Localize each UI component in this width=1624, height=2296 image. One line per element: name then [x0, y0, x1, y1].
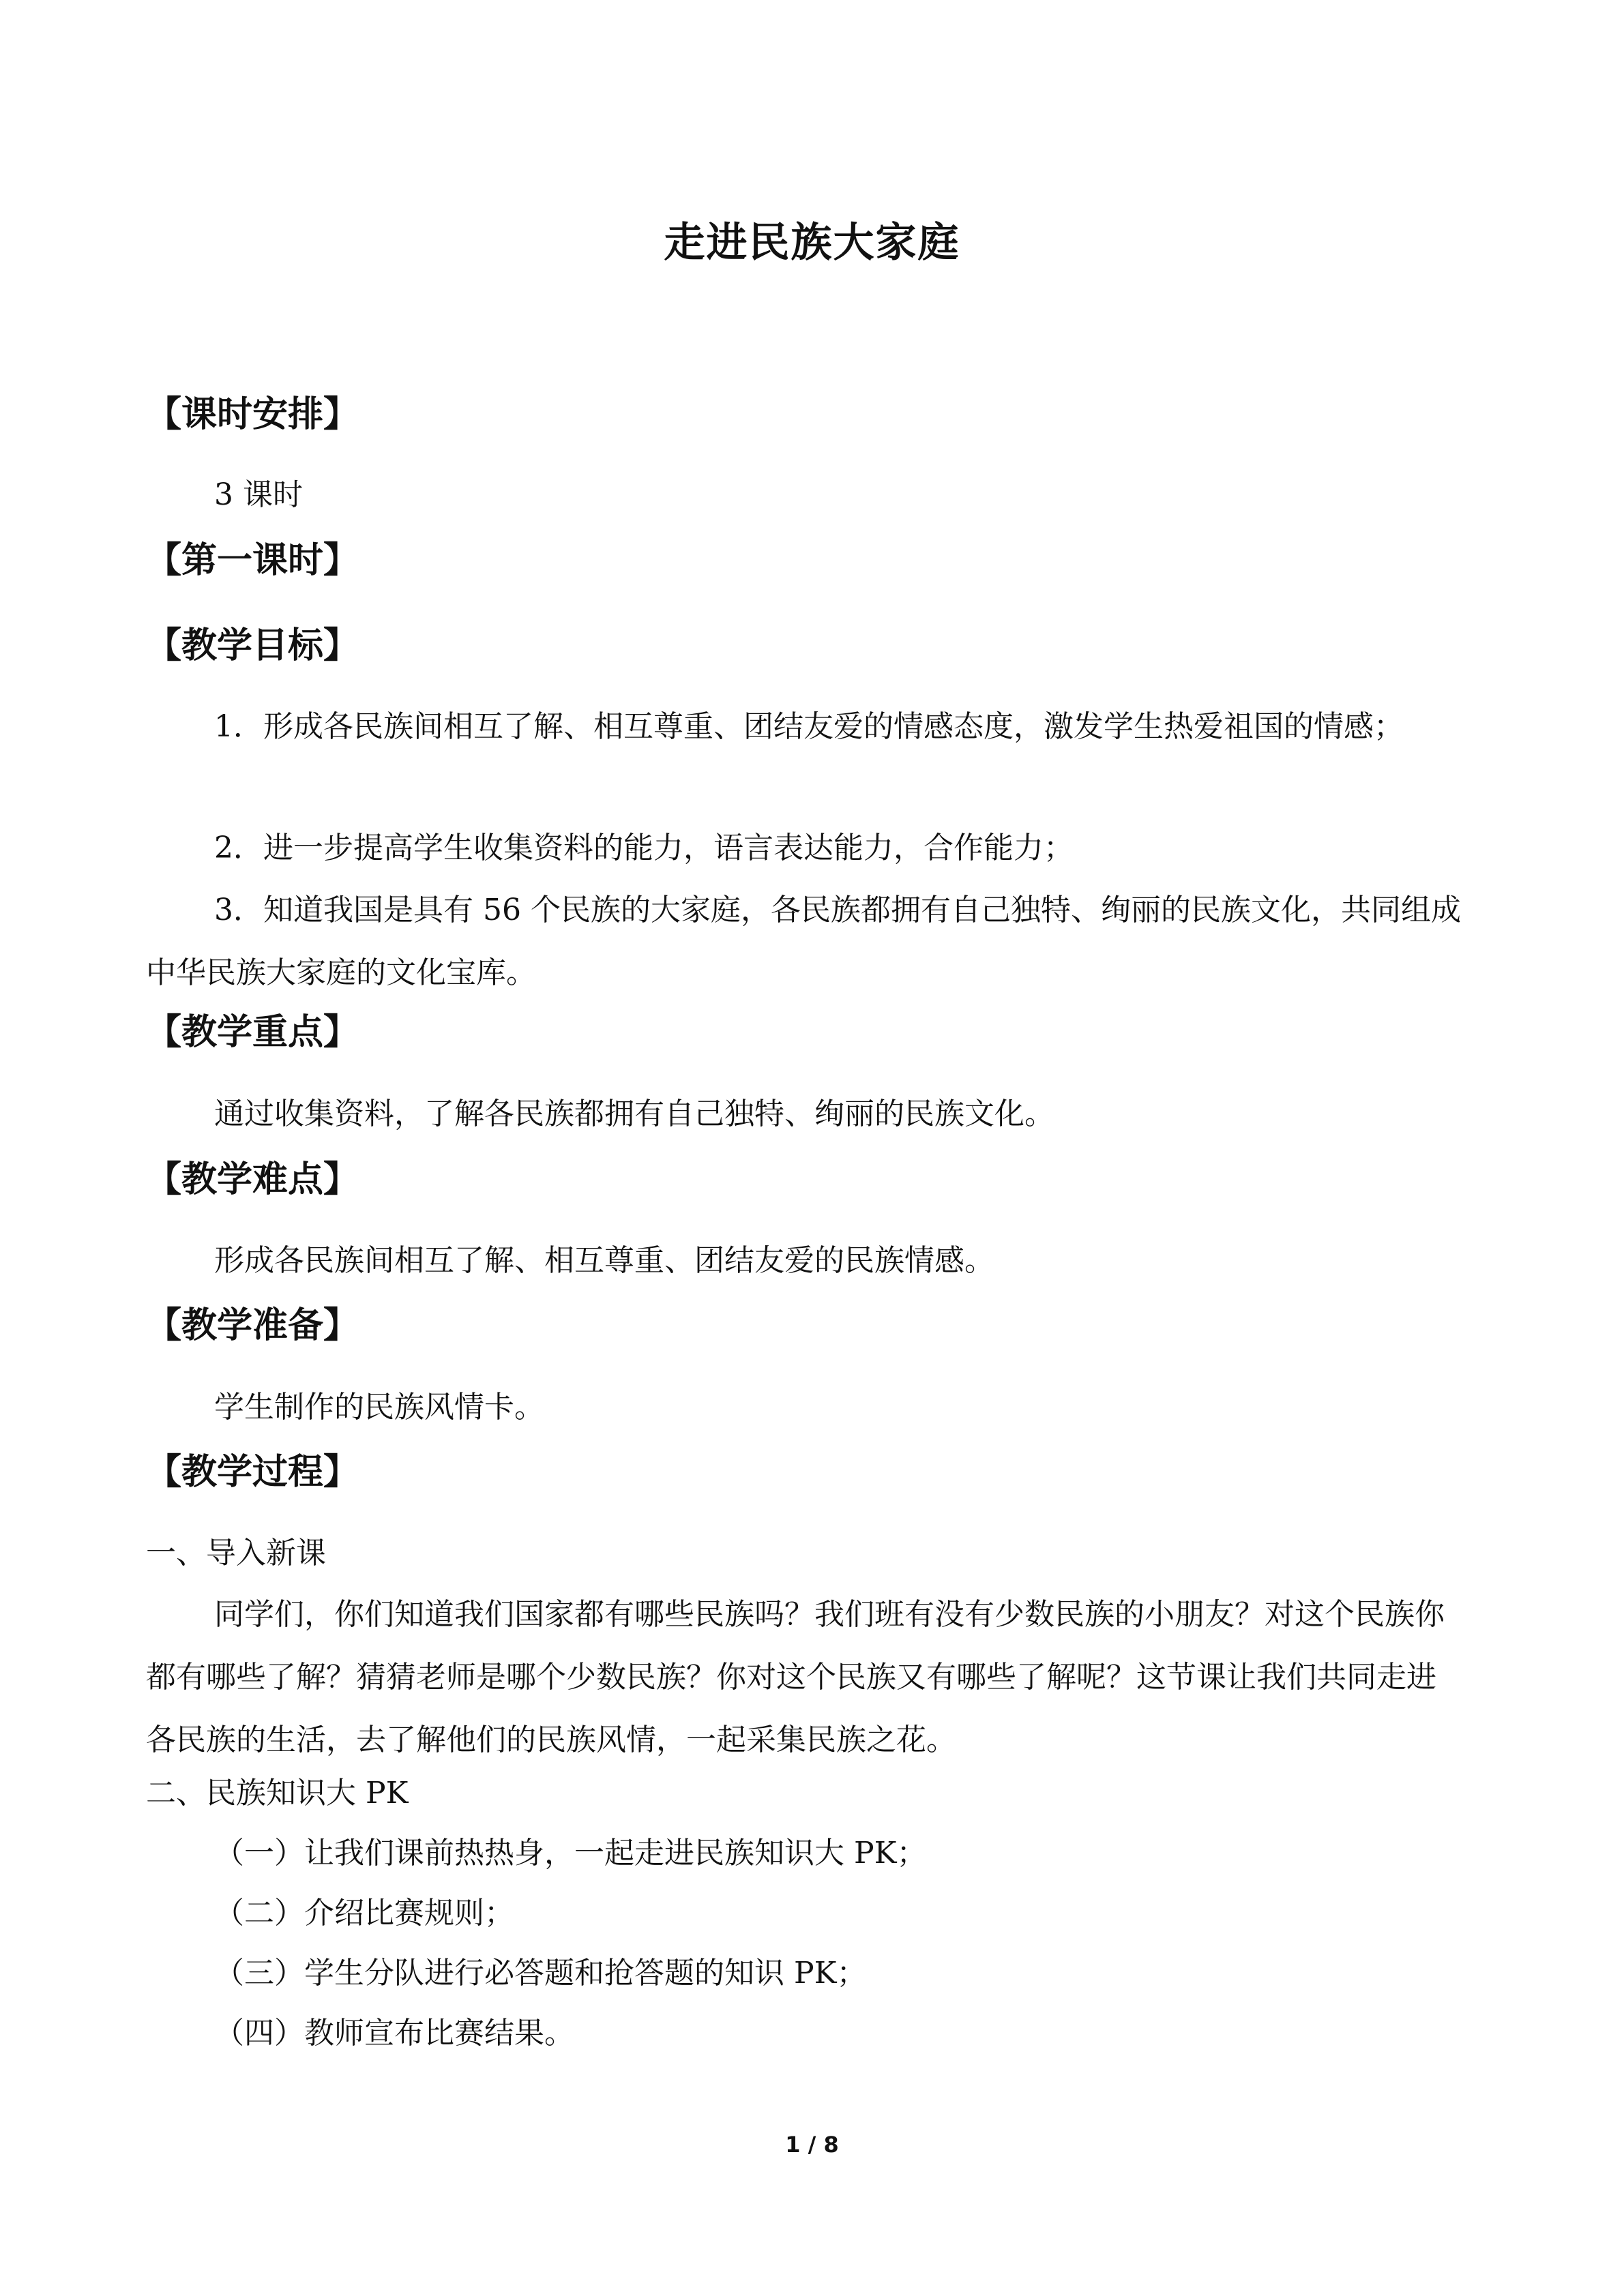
schedule-text: 3 课时 [214, 477, 303, 512]
key-points-text: 通过收集资料，了解各民族都拥有自己独特、绚丽的民族文化。 [214, 1097, 1054, 1131]
objective-item-3: 3．知道我国是具有 56 个民族的大家庭，各民族都拥有自己独特、绚丽的民族文化，共同组成中华民族大家庭的文化宝库。 [146, 893, 1461, 990]
intro-title: 一、导入新课 [146, 1536, 326, 1570]
heading-key-points: 【教学重点】 [146, 1012, 359, 1053]
intro-text: 同学们，你们知道我们国家都有哪些民族吗？我们班有没有少数民族的小朋友？对这个民族你都有哪些了解？猜猜老师是哪个少数民族？你对这个民族又有哪些了解呢？这节课让我们共同走进各民族的生活，去了解他们的民族风情，一起采集民族之花。 [146, 1597, 1445, 1757]
pk-step-2: （二）介绍比赛规则； [214, 1896, 514, 1930]
heading-difficulties: 【教学难点】 [146, 1159, 359, 1200]
pk-title: 二、民族知识大 PK [146, 1776, 409, 1810]
page-number: 1 / 8 [785, 2132, 839, 2158]
document-title: 走进民族大家庭 [664, 219, 960, 267]
heading-objectives: 【教学目标】 [146, 625, 359, 666]
preparation-text: 学生制作的民族风情卡。 [214, 1390, 544, 1425]
heading-preparation: 【教学准备】 [146, 1305, 359, 1346]
objective-item-2: 2．进一步提高学生收集资料的能力，语言表达能力，合作能力； [214, 831, 1074, 865]
difficulties-text: 形成各民族间相互了解、相互尊重、团结友爱的民族情感。 [214, 1243, 994, 1278]
pk-step-1: （一）让我们课前热热身，一起走进民族知识大 PK； [214, 1836, 927, 1870]
pk-step-3: （三）学生分队进行必答题和抢答题的知识 PK； [214, 1956, 867, 1991]
objective-item-1: 1．形成各民族间相互了解、相互尊重、团结友爱的情感态度，激发学生热爱祖国的情感； [214, 709, 1404, 744]
heading-process: 【教学过程】 [146, 1452, 359, 1493]
heading-schedule: 【课时安排】 [146, 394, 359, 435]
heading-first-lesson: 【第一课时】 [146, 540, 359, 581]
pk-step-4: （四）教师宣布比赛结果。 [214, 2016, 574, 2051]
